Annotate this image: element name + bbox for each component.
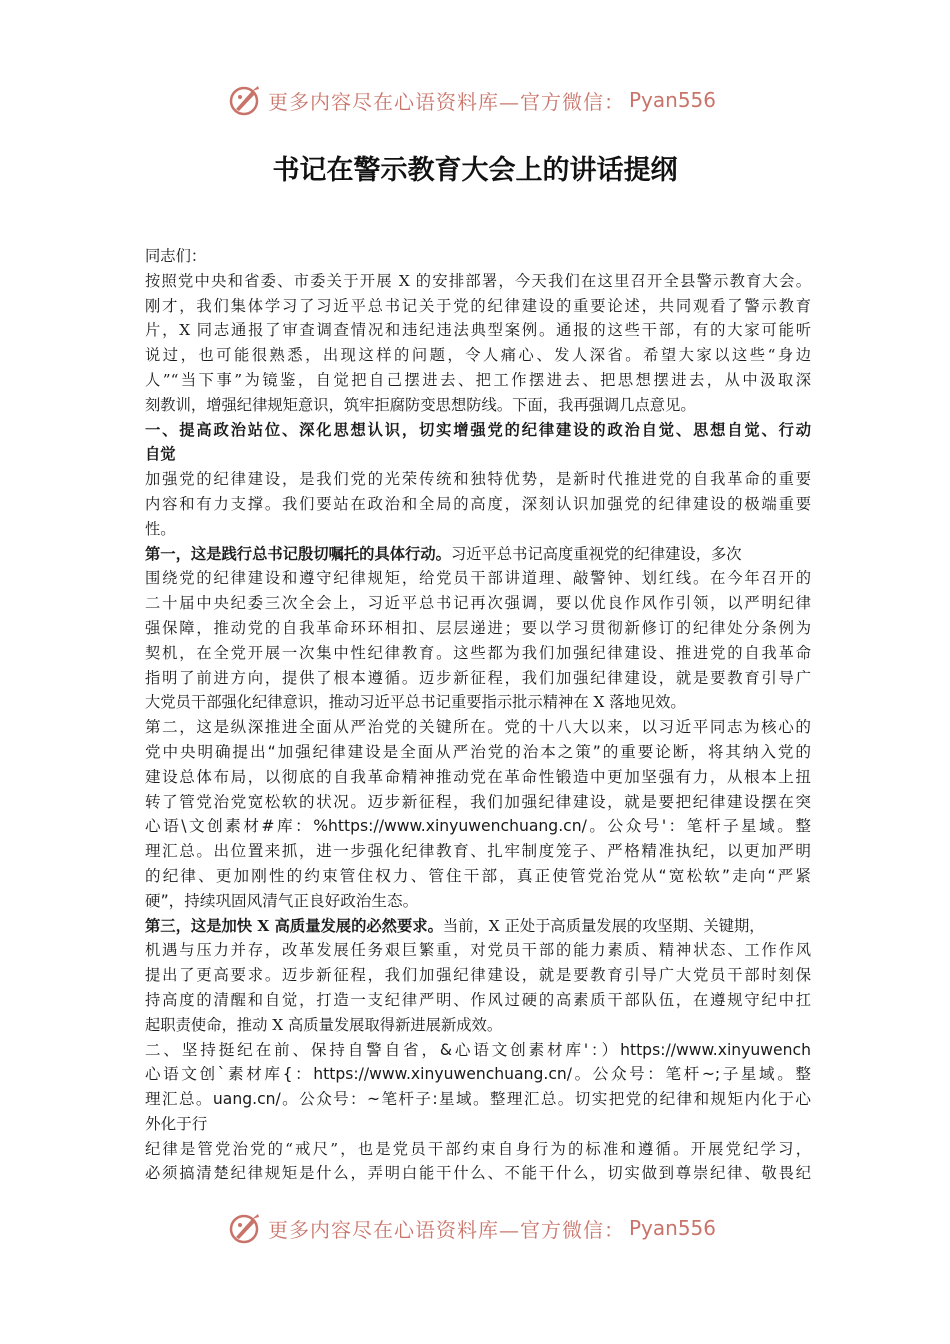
quill-logo-icon (228, 83, 262, 117)
header-banner[interactable] (228, 80, 716, 120)
section-heading: 理汇总。uang.cn/。公众号：~笔杆子:星域。整理汇总。切实把党的纪律和规矩内化于心 (145, 1090, 811, 1109)
paragraph-line (145, 914, 811, 939)
paragraph-line: 转了管党治党宽松软的状况。迈步新征程，我们加强纪律建设，就是要把纪律建设摆在突 (145, 792, 811, 811)
banner-wechat-id[interactable]: Pyan556 (629, 88, 717, 112)
paragraph-line: 性。 (145, 519, 176, 538)
paragraph-line: 的纪律、更加刚性的约束管住权力、管住干部，真正使管党治党从“宽松软”走向“严紧 (145, 866, 811, 885)
paragraph-line: 契机，在全党开展一次集中性纪律教育。这些都为我们加强纪律建设、推进党的自我革命 (145, 643, 811, 662)
paragraph-line: 建设总体布局，以彻底的自我革命精神推动党在革命性锻造中更加坚强有力，从根本上扭 (145, 767, 811, 786)
paragraph-line: 说过，也可能很熟悉，出现这样的问题，令人痛心、发人深省。希望大家以这些“身边 (145, 346, 811, 365)
section-heading: 二、坚持挺纪在前、保持自警自省，&心语文创素材库'：）https://www.xinyuwench (145, 1040, 811, 1059)
paragraph-line: 必须搞清楚纪律规矩是什么，弄明白能干什么、不能干什么，切实做到尊崇纪律、敬畏纪 (145, 1164, 811, 1183)
banner-text: 更多内容尽在心语资料库—官方微信： (268, 89, 625, 114)
section-heading: 一、提高政治站位、深化思想认识，切实增强党的纪律建设的政治自觉、思想自觉、行动 (145, 420, 811, 439)
paragraph-line: 纪律是管党治党的“戒尺”，也是党员干部约束自身行为的标准和遵循。开展党纪学习， (145, 1139, 811, 1158)
paragraph-line: 大党员干部强化纪律意识，推动习近平总书记重要指示批示精神在 X 落地见效。 (145, 693, 686, 712)
paragraph-line: 提出了更高要求。迈步新征程，我们加强纪律建设，就是要教育引导广大党员干部时刻保 (145, 966, 811, 985)
banner-text: 更多内容尽在心语资料库—官方微信： (268, 1217, 625, 1242)
section-heading: 心语文创`素材库{：https://www.xinyuwenchuang.cn/。公众号：笔杆~;子星域。整 (145, 1065, 811, 1084)
footer-banner[interactable] (228, 1208, 716, 1248)
page-title: 书记在警示教育大会上的讲话提纲 (272, 155, 678, 186)
paragraph-line: 第二，这是纵深推进全面从严治党的关键所在。党的十八大以来，以习近平同志为核心的 (145, 718, 811, 737)
section-heading: 外化于行 (145, 1114, 208, 1133)
paragraph-line: 起职责使命，推动 X 高质量发展取得新进展新成效。 (145, 1015, 503, 1034)
paragraph-line: 刚才，我们集体学习了习近平总书记关于党的纪律建设的重要论述，共同观看了警示教育 (145, 296, 811, 315)
paragraph-line: 机遇与压力并存，改革发展任务艰巨繁重，对党员干部的能力素质、精神状态、工作作风 (145, 941, 811, 960)
paragraph-line: 理汇总。出位置来抓，进一步强化纪律教育、扎牢制度笼子、严格精准执纪，以更加严明 (145, 842, 811, 861)
paragraph-line: 刻教训，增强纪律规矩意识，筑牢拒腐防变思想防线。下面，我再强调几点意见。 (145, 395, 696, 414)
point-text: 习近平总书记高度重视党的纪律建设，多次 (450, 544, 742, 563)
point-heading: 第三，这是加快 X 高质量发展的必然要求。 (145, 916, 443, 935)
paragraph-line: 围绕党的纪律建设和遵守纪律规矩，给党员干部讲道理、敲警钟、划红线。在今年召开的 (145, 569, 811, 588)
point-heading: 第一，这是践行总书记殷切嘱托的具体行动。 (145, 544, 451, 563)
paragraph-line: 持高度的清醒和自觉，打造一支纪律严明、作风过硬的高素质干部队伍，在遵规守纪中扛 (145, 990, 811, 1009)
paragraph-line: 党中央明确提出“加强纪律建设是全面从严治党的治本之策”的重要论断，将其纳入党的 (145, 742, 811, 761)
paragraph-line: 人”“当下事”为镜鉴，自觉把自己摆进去、把工作摆进去、把思想摆进去，从中汲取深 (145, 370, 811, 389)
paragraph-line: 片，X 同志通报了审查调查情况和违纪违法典型案例。通报的这些干部，有的大家可能听 (145, 321, 811, 340)
paragraph-line: 二十届中央纪委三次全会上，习近平总书记再次强调，要以优良作风作引领，以严明纪律 (145, 594, 811, 613)
paragraph-line: 内容和有力支撑。我们要站在政治和全局的高度，深刻认识加强党的纪律建设的极端重要 (145, 494, 811, 513)
section-heading: 自觉 (145, 445, 176, 464)
paragraph-line: 心语\文创素材#库：%https://www.xinyuwenchuang.cn/。公众号'：笔杆子星域。整 (145, 817, 811, 836)
paragraph-line: 按照党中央和省委、市委关于开展 X 的安排部署，今天我们在这里召开全县警示教育大会。 (145, 271, 811, 290)
paragraph-line: 强保障，推动党的自我革命环环相扣、层层递进；要以学习贯彻新修订的纪律处分条例为 (145, 618, 811, 637)
paragraph-line: 硬”，持续巩固风清气正良好政治生态。 (145, 891, 419, 910)
salutation: 同志们： (145, 247, 207, 265)
paragraph-line: 加强党的纪律建设，是我们党的光荣传统和独特优势，是新时代推进党的自我革命的重要 (145, 470, 811, 489)
paragraph-line (145, 542, 811, 567)
point-text: 当前，X 正处于高质量发展的攻坚期、关键期， (442, 916, 765, 935)
document-body (145, 244, 811, 1186)
quill-logo-icon (228, 1211, 262, 1245)
paragraph-line: 指明了前进方向，提供了根本遵循。迈步新征程，我们加强纪律建设，就是要教育引导广 (145, 668, 811, 687)
banner-wechat-id[interactable]: Pyan556 (629, 1216, 717, 1240)
